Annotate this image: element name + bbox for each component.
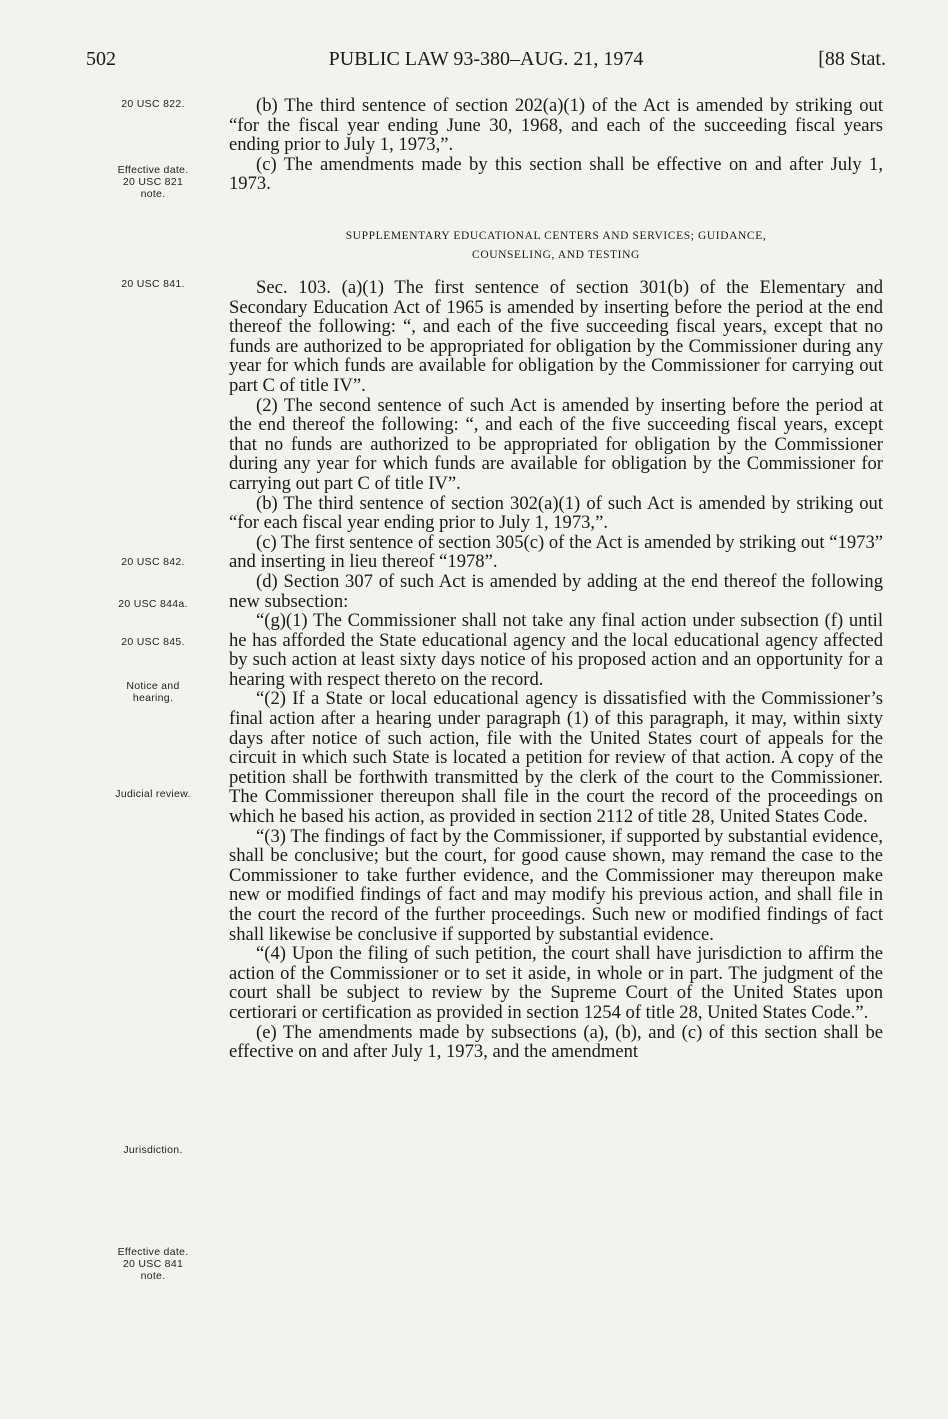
statute-reference: [88 Stat. [818,48,886,70]
margin-note-line: Notice and [126,680,180,692]
margin-note [88,680,218,704]
paragraph: “(4) Upon the filing of such petition, the court shall have jurisdiction to affirm the action of the Commissioner or to set it aside, in whole or in part. The judgment of the court shall be subject to review by the Supreme Court of the United States upon certiorari or certification as provided in section 1254 of title 28, United States Code.”. [229,943,883,1023]
margin-note [88,598,218,610]
margin-note [88,1246,218,1282]
margin-note-line: note. [140,1270,166,1282]
margin-note-line: 20 USC 822. [121,98,185,110]
section-heading-line: COUNSELING, AND TESTING [472,249,640,261]
margin-note [88,556,218,568]
margin-note-line: 20 USC 841 [122,1258,184,1270]
paragraph: (b) The third sentence of section 302(a)(1) of such Act is amended by striking out “for each fiscal year ending prior to July 1, 1973,”. [229,492,883,534]
margin-note-line: 20 USC 844a. [118,598,188,610]
margin-note [88,1144,218,1156]
margin-note-line: hearing. [132,692,174,704]
paragraph: “(g)(1) The Commissioner shall not take any final action under subsection (f) until he has afforded the State educational agency and the local educational agency affected by such action at least sixty days notice of his proposed action and an opportunity for a hearing with respect thereto on the record. [229,610,883,690]
margin-note-line: Jurisdiction. [123,1144,183,1156]
paragraph: (b) The third sentence of section 202(a)(1) of the Act is amended by striking out “for the fiscal year ending June 30, 1968, and each of the succeeding fiscal years ending prior to July 1, 1973,”. [229,95,883,156]
body-text-top [229,96,883,194]
margin-note-line: 20 USC 821 [122,176,184,188]
section-heading [229,227,883,265]
margin-note [88,788,218,800]
running-header [86,48,886,78]
margin-note-line: Effective date. [117,164,189,176]
margin-note-line: 20 USC 842. [121,556,185,568]
paragraph: (d) Section 307 of such Act is amended by adding at the end thereof the following new subsection: [229,570,883,612]
margin-note-line: 20 USC 845. [121,636,185,648]
margin-note [88,98,218,110]
margin-note-line: Effective date. [117,1246,189,1258]
paragraph: (e) The amendments made by subsections (a), (b), and (c) of this section shall be effective on and after July 1, 1973, and the amendment [229,1021,883,1063]
body-text-main [229,278,883,1062]
page-number: 502 [86,48,116,70]
paragraph: (c) The amendments made by this section shall be effective on and after July 1, 1973. [229,153,883,195]
paragraph: Sec. 103. (a)(1) The first sentence of section 301(b) of the Elementary and Secondary Education Act of 1965 is amended by inserting before the period at the end thereof the following: “, and each of the five succeeding fiscal years, except that no funds are authorized to be appropriated for obligation by the Commissioner during any year for which funds are available for obligation by the Commissioner for carrying out part C of title IV”. [229,277,883,396]
paragraph: (c) The first sentence of section 305(c) of the Act is amended by striking out “1973” and inserting in lieu thereof “1978”. [229,531,883,573]
paragraph: “(3) The findings of fact by the Commissioner, if supported by substantial evidence, shall be conclusive; but the court, for good cause shown, may remand the case to the Commissioner to take further evidence, and the Commissioner may thereupon make new or modified findings of fact and may modify his previous action, and shall file in the court the record of the further proceedings. Such new or modified findings of fact shall likewise be conclusive if supported by substantial evidence. [229,825,883,945]
header-title: PUBLIC LAW 93-380–AUG. 21, 1974 [328,48,644,70]
margin-note [88,636,218,648]
margin-note-line: note. [140,188,166,200]
section-heading-line: SUPPLEMENTARY EDUCATIONAL CENTERS AND SERVICES; GUIDANCE, [345,230,767,242]
margin-note-line: Judicial review. [115,788,191,800]
paragraph: “(2) If a State or local educational agency is dissatisfied with the Commissioner’s final action after a hearing under paragraph (1) of this paragraph, it may, within sixty days after notice of such action, file with the United States court of appeals for the circuit in which such State is located a petition for review of that action. A copy of the petition shall be forthwith transmitted by the clerk of the court to the Commissioner. The Commissioner thereupon shall file in the court the record of the proceedings on which he based his action, as provided in section 2112 of title 28, United States Code. [229,688,883,828]
paragraph: (2) The second sentence of such Act is amended by inserting before the period at the end thereof the following: “, and each of the five succeeding fiscal years, except that no funds are authorized to be appropriated for obligation by the Commissioner during any year for which funds are available for obligation by the Commissioner for carrying out part C of title IV”. [229,394,883,494]
margin-note-line: 20 USC 841. [121,278,185,290]
margin-note [88,164,218,200]
margin-note [88,278,218,290]
